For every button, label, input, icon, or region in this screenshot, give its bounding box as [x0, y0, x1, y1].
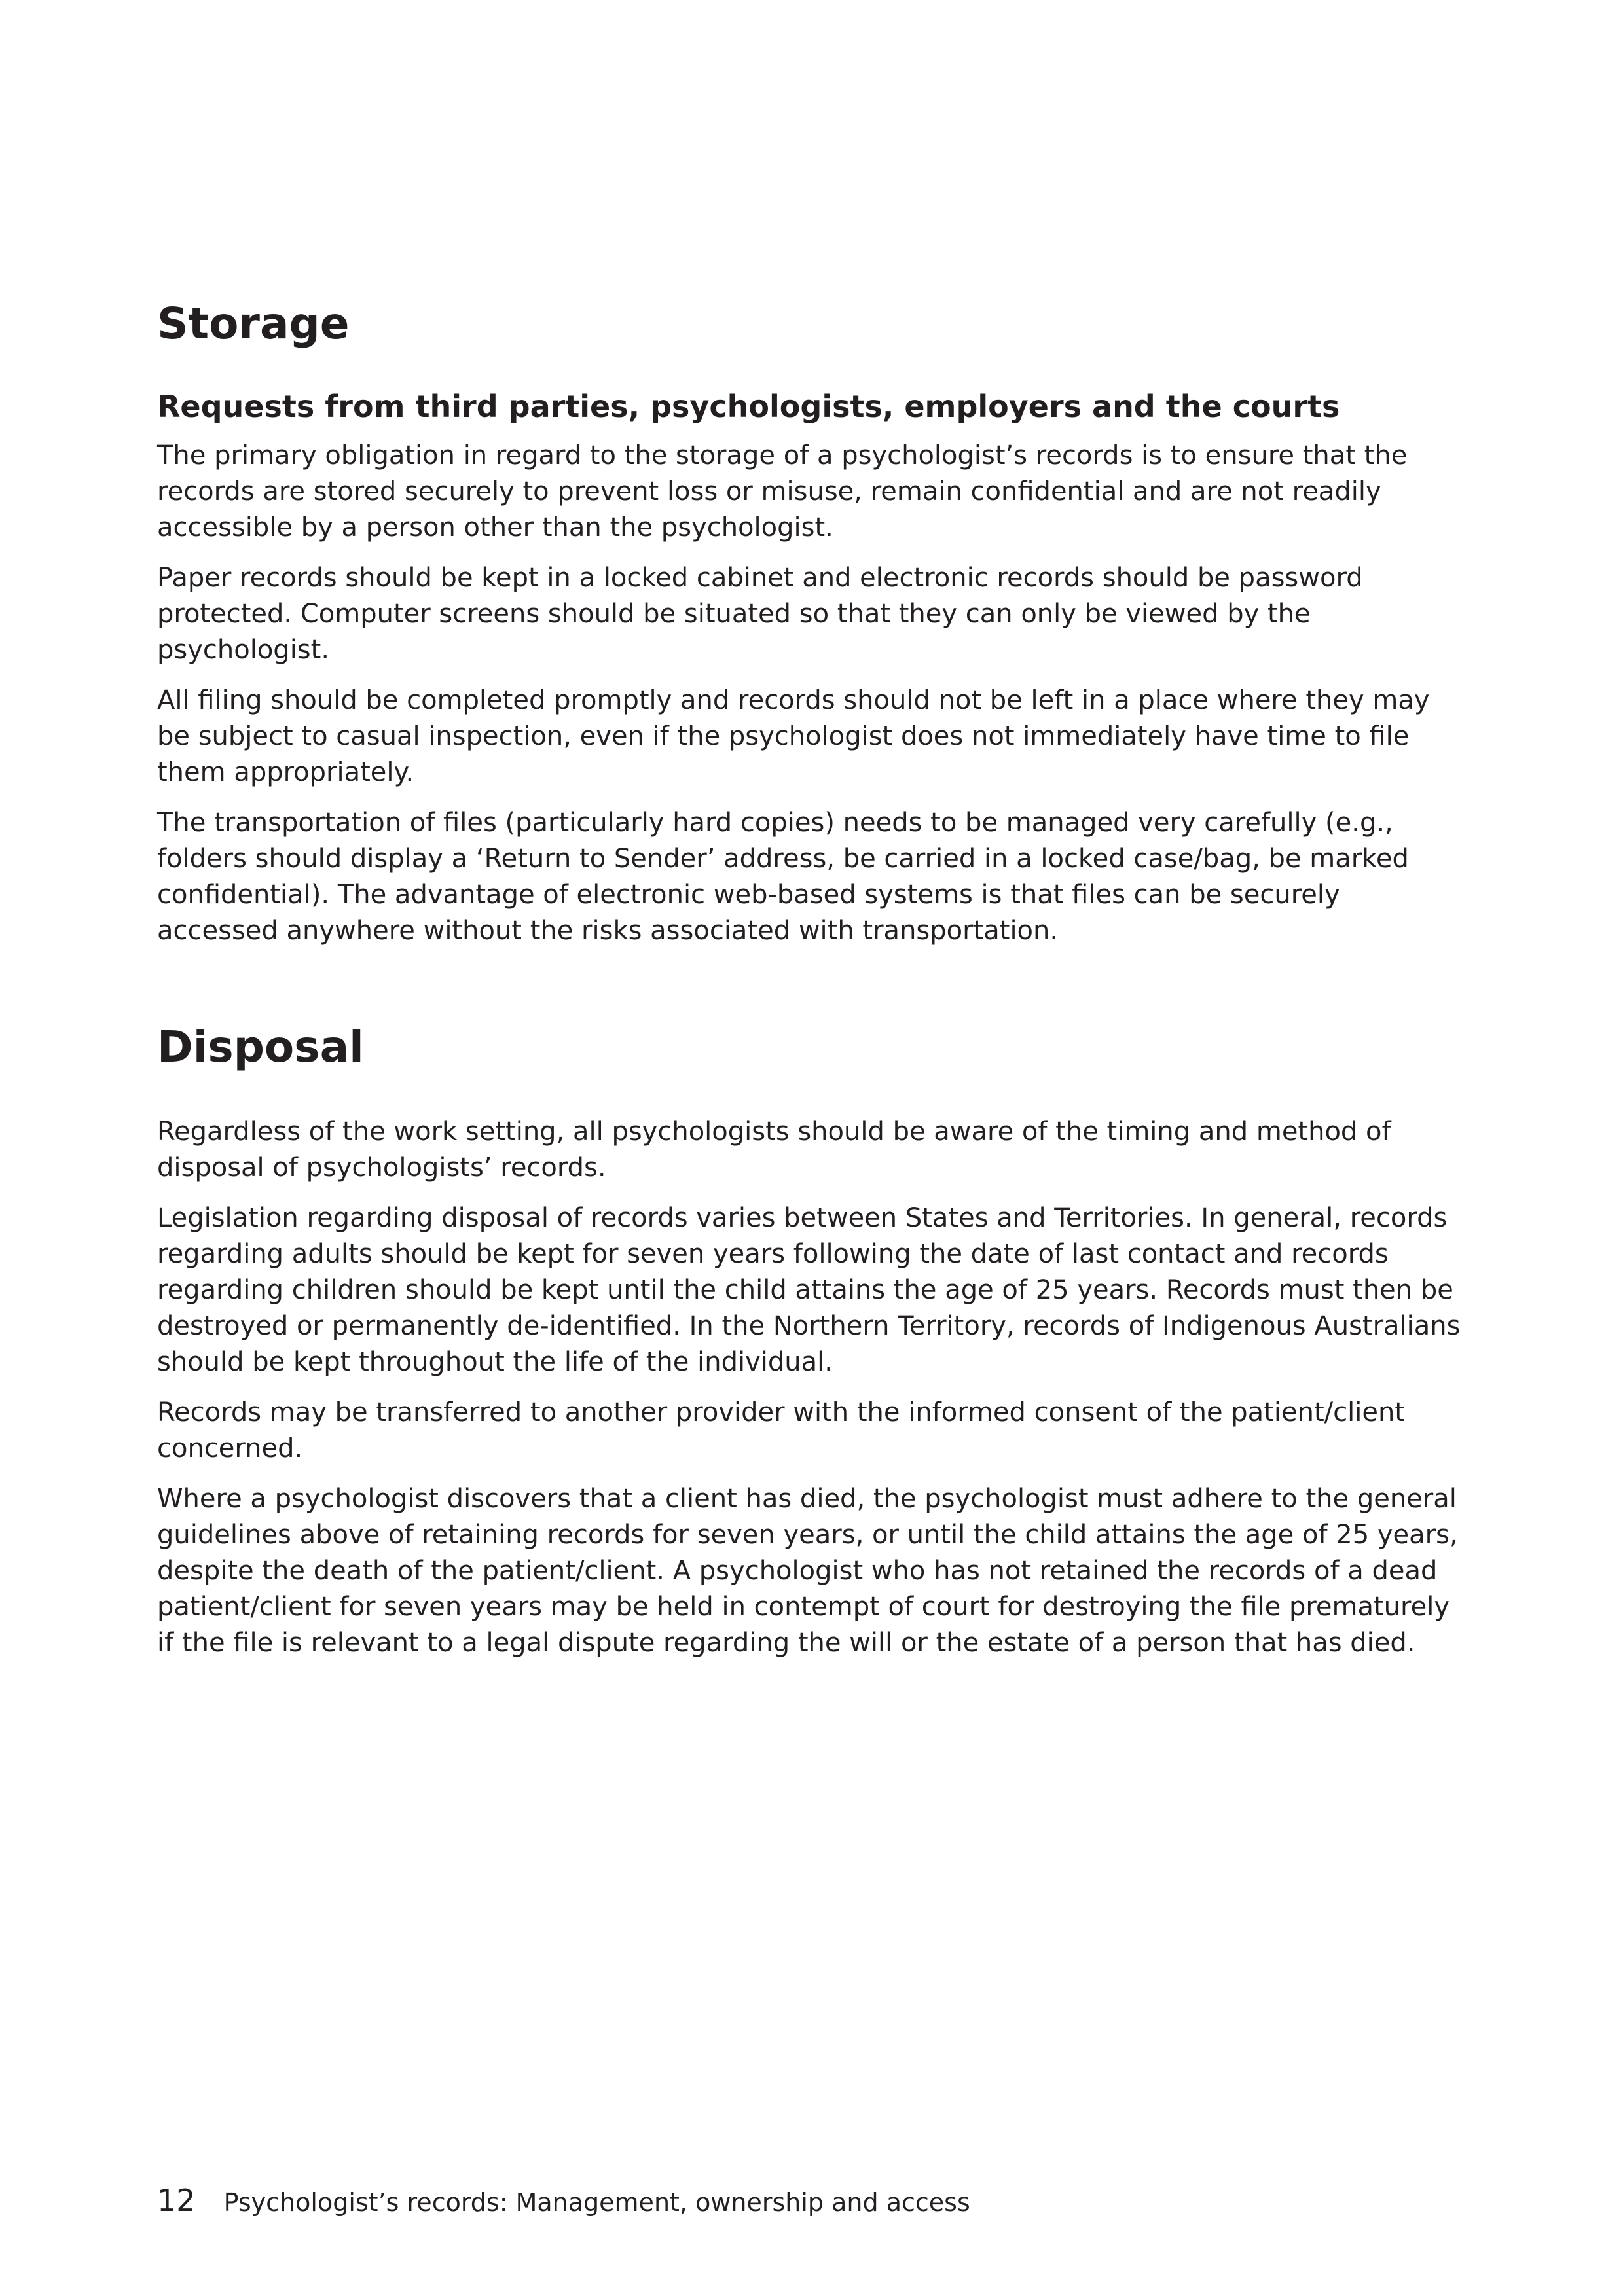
disposal-heading: Disposal	[157, 1022, 364, 1073]
storage-paragraph-2: Paper records should be kept in a locked cabinet and electronic records should be password protected. Computer screens should be situated so that they can only be viewed by the psychologist.	[157, 563, 1363, 666]
storage-subheading: Requests from third parties, psychologists, employers and the courts	[157, 389, 1340, 425]
storage-paragraph-3: All filing should be completed promptly and records should not be left in a place where they may be subject to casual inspection, even if the psychologist does not immediately have time to file them appropriately.	[157, 685, 1430, 788]
page-footer	[157, 2183, 970, 2218]
storage-heading: Storage	[157, 298, 350, 349]
disposal-paragraph-4: Where a psychologist discovers that a client has died, the psychologist must adhere to the general guidelines above of retaining records for seven years, or until the child attains the age of 25 years, despite the death of the patient/client. A psychologist who has not retained the records of a dead patient/client for seven years may be held in contempt of court for destroying the file prematurely if the file is relevant to a legal dispute regarding the will or the estate of a person that has died.	[157, 1483, 1458, 1658]
disposal-paragraph-1: Regardless of the work setting, all psychologists should be aware of the timing and method of disposal of psychologists’ records.	[157, 1116, 1391, 1183]
storage-paragraph-1: The primary obligation in regard to the storage of a psychologist’s records is to ensure that the records are stored securely to prevent loss or misuse, remain confidential and are not readily accessible by a person other than the psychologist.	[157, 440, 1408, 543]
disposal-paragraph-2: Legislation regarding disposal of records varies between States and Territories. In general, records regarding adults should be kept for seven years following the date of last contact and records regarding children should be kept until the child attains the age of 25 years. Records must then be destroyed or permanently de-identified. In the Northern Territory, records of Indigenous Australians should be kept throughout the life of the individual.	[157, 1202, 1461, 1377]
storage-paragraph-4: The transportation of files (particularly hard copies) needs to be managed very carefully (e.g., folders should display a ‘Return to Sender’ address, be carried in a locked case/bag, be marked confidential). The advantage of electronic web-based systems is that files can be securely accessed anywhere without the risks associated with transportation.	[157, 808, 1409, 946]
disposal-paragraph-3: Records may be transferred to another provider with the informed consent of the patient/client concerned.	[157, 1397, 1405, 1463]
running-title: Psychologist’s records: Management, ownership and access	[223, 2188, 970, 2217]
page-content	[157, 298, 1467, 1661]
page-number: 12	[157, 2183, 196, 2218]
